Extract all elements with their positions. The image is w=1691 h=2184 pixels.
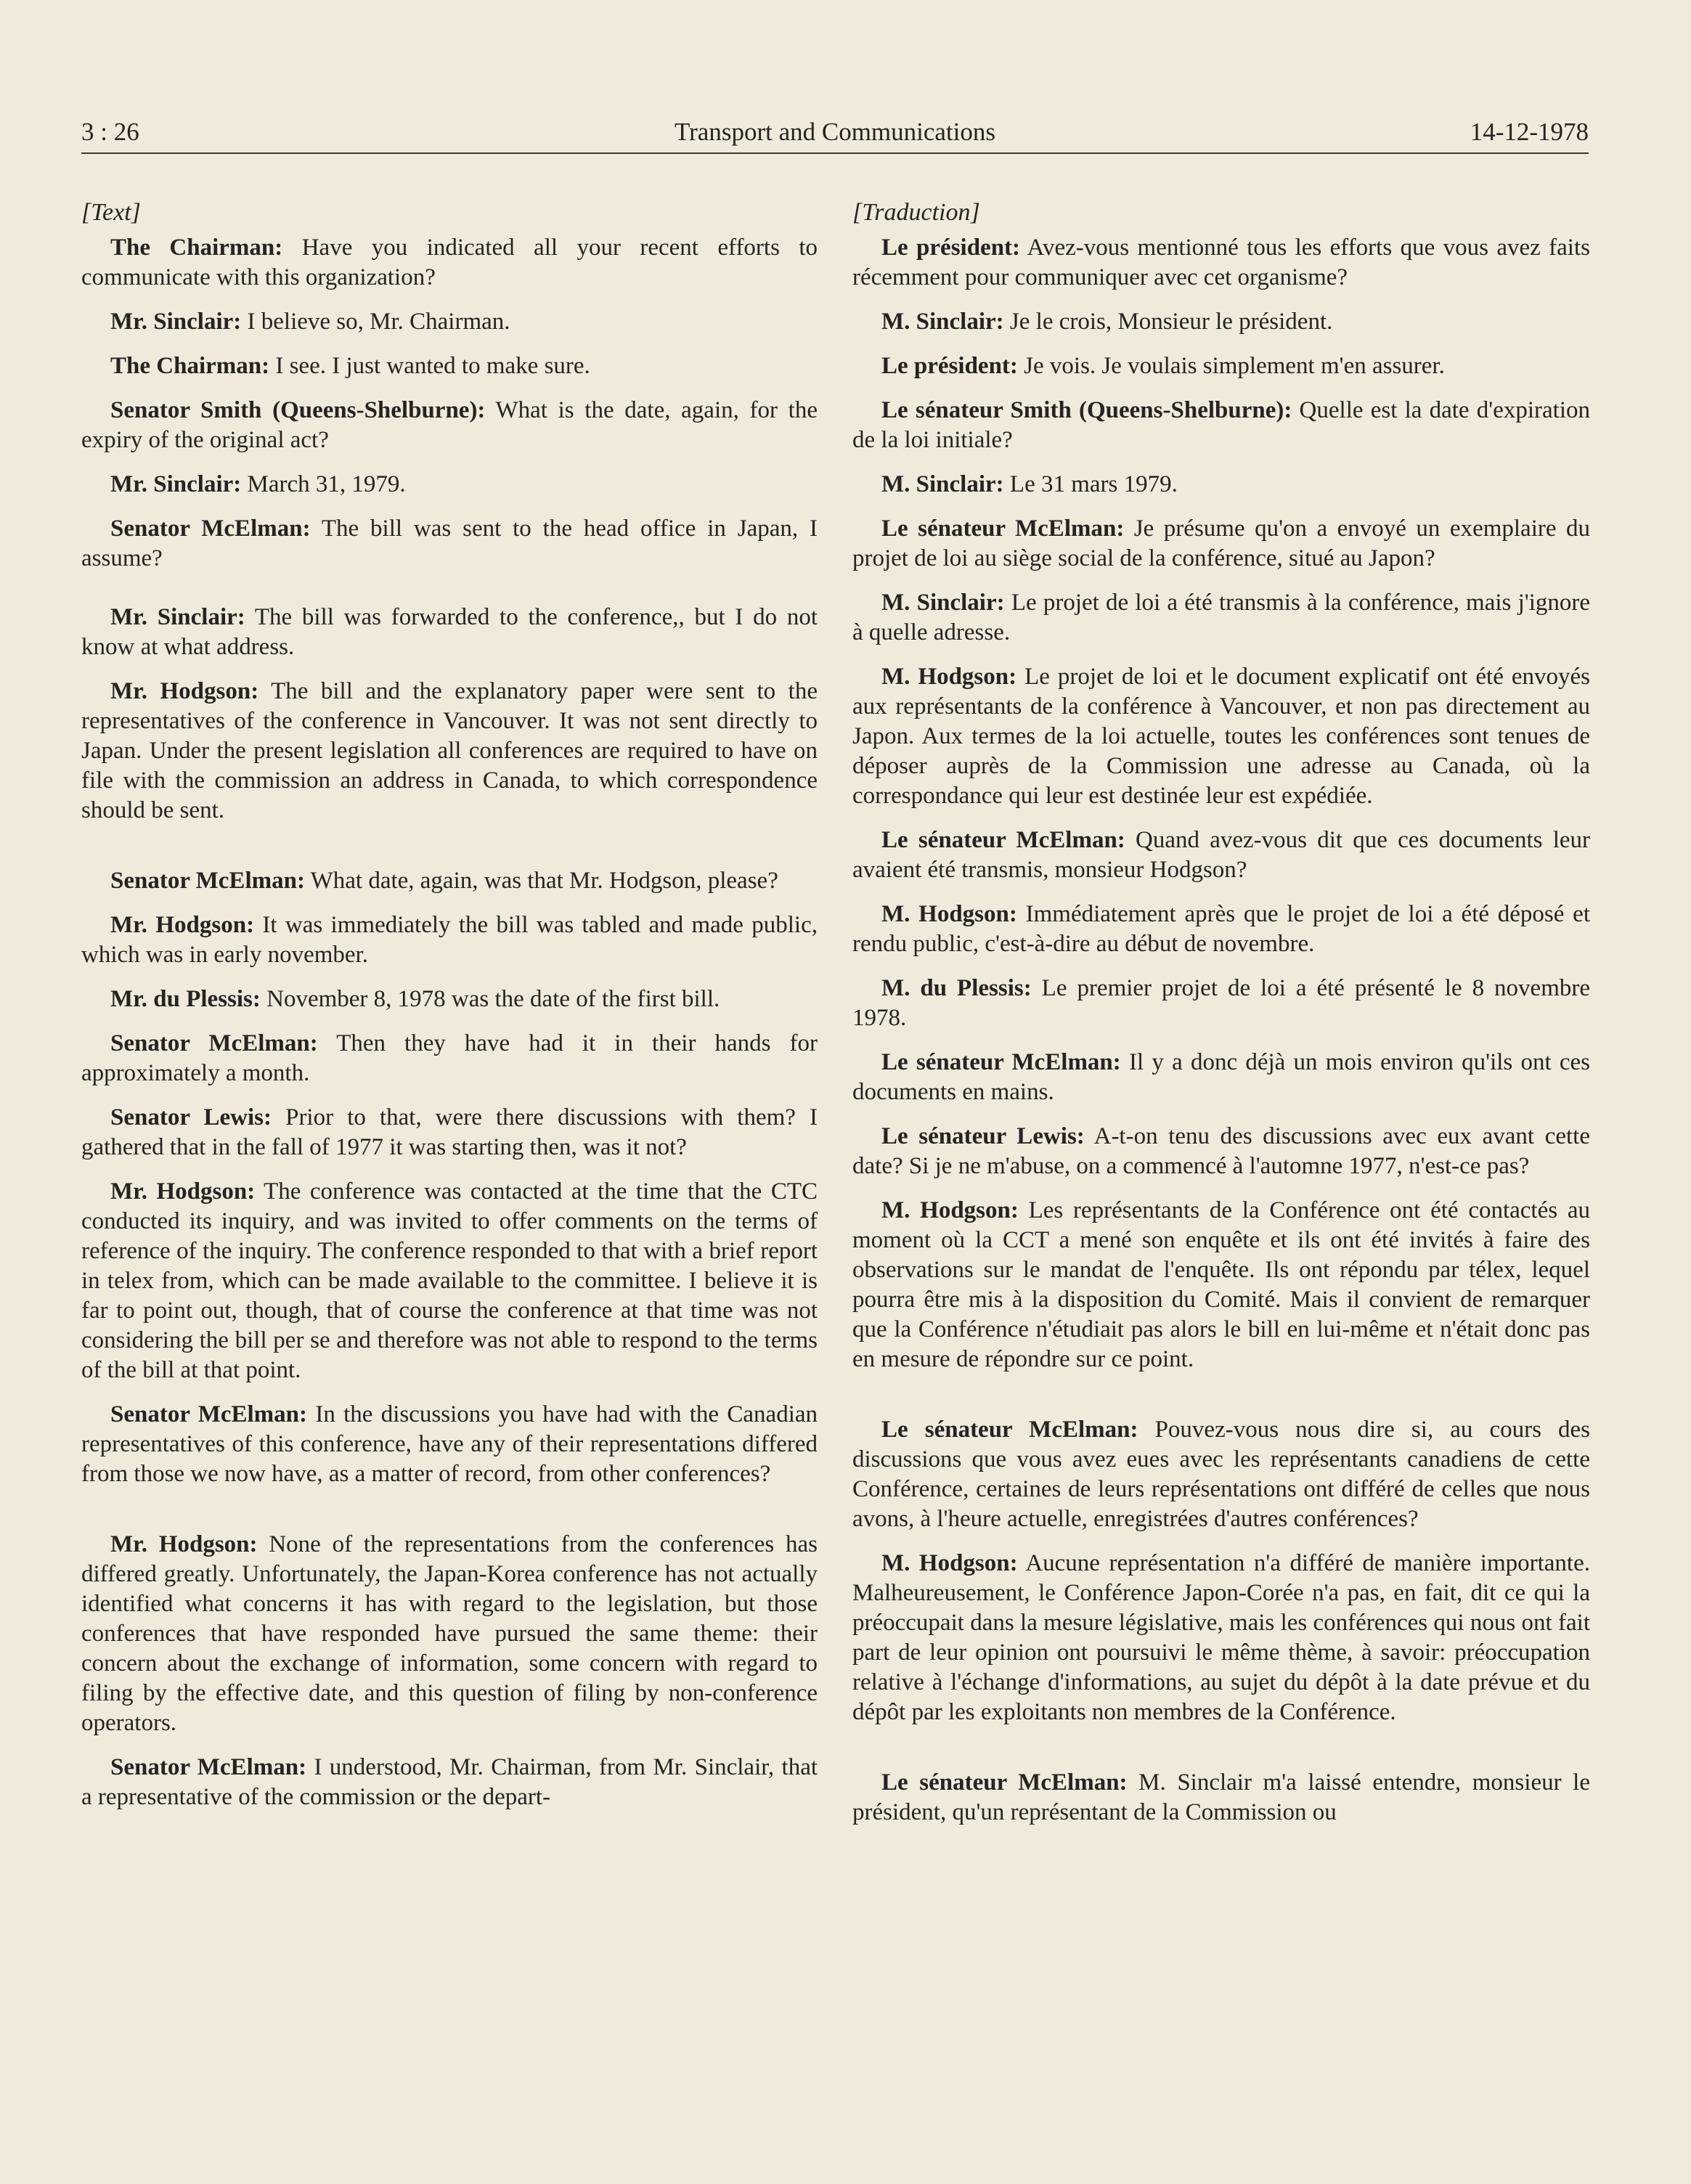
speaker-name: Senator McElman: xyxy=(110,1401,308,1427)
speaker-name: M. du Plessis: xyxy=(881,975,1032,1001)
speech-text: Il y a donc déjà un mois environ qu'ils ont ces documents en mains. xyxy=(852,1049,1590,1105)
speaker-name: Mr. Hodgson: xyxy=(110,912,255,938)
speaker-name: Senator Lewis: xyxy=(110,1104,272,1130)
speaker-name: Senator McElman: xyxy=(110,516,311,542)
speech-text: What date, again, was that Mr. Hodgson, please? xyxy=(310,868,778,894)
french-column xyxy=(852,197,1590,1842)
transcript-paragraph xyxy=(852,307,1590,337)
speech-text: What is the date, again, for the expiry of the original act? xyxy=(81,397,818,453)
speech-text: Les représentants de la Conférence ont été contactés au moment où la CCT a mené son enquête et ils ont été invités à faire des observations sur le mandat de l'enquête. Ils ont répondu par télex, lequel pourra être mis à la disposition du Comité. Mais il convient de remarquer que la Conférence n'étudiait pas alors le bill en lui-même et n'était donc pas en mesure de répondre sur ce point. xyxy=(852,1197,1590,1372)
speech-text: I believe so, Mr. Chairman. xyxy=(247,309,510,335)
transcript-paragraph xyxy=(81,866,818,896)
speech-text: Je présume qu'on a envoyé un exemplaire du projet de loi au siège social de la conférence, situé au Japon? xyxy=(852,516,1590,571)
speaker-name: M. Hodgson: xyxy=(881,901,1017,927)
speaker-name: Mr. Hodgson: xyxy=(110,1531,258,1557)
speech-text: March 31, 1979. xyxy=(247,471,406,497)
transcript-paragraph xyxy=(81,351,818,381)
speaker-name: Mr. Sinclair: xyxy=(110,309,242,335)
speaker-name: Le président: xyxy=(881,235,1021,261)
speech-text: Le premier projet de loi a été présenté le 8 novembre 1978. xyxy=(852,975,1590,1031)
speech-text: A-t-on tenu des discussions avec eux avant cette date? Si je ne m'abuse, on a commencé à l'automne 1977, n'est-ce pas? xyxy=(852,1123,1590,1179)
speaker-name: M. Sinclair: xyxy=(881,309,1004,335)
column-label-translation: [Traduction] xyxy=(852,199,980,226)
speaker-name: Mr. Sinclair: xyxy=(110,471,242,497)
speech-text: Pouvez-vous nous dire si, au cours des discussions que vous avez eues avec les représentants canadiens de cette Conférence, certaines de leurs représentations ont différé de celles que nous avons, à l'heure actuelle, enregistrées d'autres conférences? xyxy=(852,1417,1590,1532)
speaker-name: Mr. Hodgson: xyxy=(110,1178,256,1205)
speaker-name: Senator McElman: xyxy=(110,1030,318,1056)
transcript-paragraph xyxy=(81,470,818,500)
speech-text: November 8, 1978 was the date of the first bill. xyxy=(266,986,720,1012)
transcript-paragraph xyxy=(852,470,1590,500)
running-title: Transport and Communications xyxy=(674,118,996,146)
transcript-paragraph xyxy=(81,677,818,826)
transcript-paragraph xyxy=(852,396,1590,455)
speaker-name: Le sénateur McElman: xyxy=(881,827,1125,853)
speech-text: The conference was contacted at the time that the CTC conducted its inquiry, and was invited to offer comments on the terms of reference of the inquiry. The conference responded to that with a brief report in telex from, which can be made available to the committee. I believe it is far to point out, though, that of course the conference at that time was not considering the bill per se and therefore was not able to respond to the terms of the bill at that point. xyxy=(81,1178,818,1383)
speaker-name: Le sénateur McElman: xyxy=(881,516,1125,542)
transcript-paragraph xyxy=(81,910,818,970)
speech-text: The bill was forwarded to the conference,, but I do not know at what address. xyxy=(81,604,818,660)
page-number: 3 : 26 xyxy=(81,118,139,146)
speech-text: Je vois. Je voulais simplement m'en assurer. xyxy=(1024,353,1445,379)
speaker-name: M. Sinclair: xyxy=(881,471,1004,497)
transcript-paragraph xyxy=(852,1415,1590,1534)
transcript-paragraph xyxy=(852,514,1590,574)
english-column xyxy=(81,197,818,1827)
transcript-paragraph xyxy=(852,662,1590,811)
transcript-paragraph xyxy=(81,1029,818,1088)
transcript-paragraph xyxy=(81,1103,818,1162)
speech-text: Have you indicated all your recent efforts to communicate with this organization? xyxy=(81,235,818,290)
speech-text: Aucune représentation n'a différé de manière importante. Malheureusement, le Conférence Japon-Corée n'a pas, en fait, dit ce qui la préoccupait dans la mesure législative, mais les conférences qui nous ont fait part de leur opinion ont poursuivi le même thème, à savoir: préoccupation relative à l'échange d'informations, au sujet du dépôt à la date prévue et du dépôt par les exploitants non membres de la Conférence. xyxy=(852,1550,1590,1725)
speech-text: The bill and the explanatory paper were sent to the representatives of the conference in Vancouver. It was not sent directly to Japan. Under the present legislation all conferences are required to have on file with the commission an address in Canada, to which correspondence should be sent. xyxy=(81,678,818,823)
speech-text: Quand avez-vous dit que ces documents leur avaient été transmis, monsieur Hodgson? xyxy=(852,827,1591,883)
speaker-name: Senator Smith (Queens-Shelburne): xyxy=(110,397,486,423)
transcript-paragraph xyxy=(81,1400,818,1489)
speaker-name: Le sénateur McElman: xyxy=(881,1049,1121,1075)
transcript-paragraph xyxy=(81,1177,818,1385)
speech-text: None of the representations from the conferences has differed greatly. Unfortunately, the Japan-Korea conference has not actually identified what concerns it has with regard to the legislation, but those conferences that have responded have pursued the same theme: their concern about the exchange of information, some concern with regard to filing by the effective date, and this question of filing by non-conference operators. xyxy=(81,1531,818,1736)
speech-text: The bill was sent to the head office in Japan, I assume? xyxy=(81,516,818,571)
speaker-name: M. Hodgson: xyxy=(881,1197,1019,1223)
speaker-name: Senator McElman: xyxy=(110,1754,307,1780)
transcript-paragraph xyxy=(81,1753,818,1812)
speaker-name: M. Sinclair: xyxy=(881,590,1005,616)
transcript-paragraph xyxy=(852,351,1590,381)
speaker-name: Le sénateur McElman: xyxy=(881,1769,1128,1796)
speech-text: In the discussions you have had with the Canadian representatives of this conference, have any of their representations differed from those we now have, as a matter of record, from other conferences? xyxy=(81,1401,818,1487)
speaker-name: Mr. Sinclair: xyxy=(110,604,245,630)
speaker-name: M. Hodgson: xyxy=(881,664,1017,690)
transcript-paragraph xyxy=(852,233,1590,293)
speaker-name: Mr. du Plessis: xyxy=(110,986,261,1012)
transcript-paragraph xyxy=(852,974,1590,1033)
speaker-name: Le sénateur Smith (Queens-Shelburne): xyxy=(881,397,1292,423)
transcript-paragraph xyxy=(81,307,818,337)
speech-text: Le projet de loi et le document explicatif ont été envoyés aux représentants de la conférence à Vancouver, et non pas directement au Japon. Aux termes de la loi actuelle, toutes les conférences sont tenues de déposer auprès de la Commission une adresse au Canada, où la correspondance qui leur est destinée leur est expédiée. xyxy=(852,664,1590,809)
column-label-text: [Text] xyxy=(81,199,141,226)
page-header xyxy=(81,116,1589,154)
speech-text: M. Sinclair m'a laissé entendre, monsieur le président, qu'un représentant de la Commission ou xyxy=(852,1769,1590,1825)
transcript-paragraph xyxy=(81,985,818,1014)
transcript-paragraph xyxy=(81,514,818,574)
speech-text: Le 31 mars 1979. xyxy=(1009,471,1178,497)
transcript-paragraph xyxy=(852,1122,1590,1181)
speaker-name: The Chairman: xyxy=(110,353,270,379)
speaker-name: Senator McElman: xyxy=(110,868,305,894)
speaker-name: Le sénateur McElman: xyxy=(881,1417,1138,1443)
header-date: 14-12-1978 xyxy=(1470,118,1589,146)
speech-text: Quelle est la date d'expiration de la loi initiale? xyxy=(852,397,1590,453)
transcript-paragraph xyxy=(852,588,1590,648)
speech-text: Prior to that, were there discussions with them? I gathered that in the fall of 1977 it was starting then, was it not? xyxy=(81,1104,818,1160)
transcript-paragraph xyxy=(81,396,818,455)
speaker-name: M. Hodgson: xyxy=(881,1550,1018,1576)
speech-text: Immédiatement après que le projet de loi a été déposé et rendu public, c'est-à-dire au début de novembre. xyxy=(852,901,1590,957)
speaker-name: Mr. Hodgson: xyxy=(110,678,259,704)
transcript-paragraph xyxy=(852,900,1590,959)
transcript-paragraph xyxy=(852,1549,1590,1727)
speech-text: I see. I just wanted to make sure. xyxy=(275,353,590,379)
speaker-name: Le sénateur Lewis: xyxy=(881,1123,1085,1149)
speech-text: Je le crois, Monsieur le président. xyxy=(1009,309,1333,335)
speech-text: I understood, Mr. Chairman, from Mr. Sinclair, that a representative of the commission or the depart- xyxy=(81,1754,818,1810)
speech-text: Le projet de loi a été transmis à la conférence, mais j'ignore à quelle adresse. xyxy=(852,590,1590,645)
transcript-paragraph xyxy=(81,1530,818,1738)
speech-text: Then they have had it in their hands for approximately a month. xyxy=(81,1030,818,1086)
speaker-name: The Chairman: xyxy=(110,235,283,261)
transcript-paragraph xyxy=(852,1048,1590,1107)
transcript-paragraph xyxy=(852,826,1590,885)
transcript-paragraph xyxy=(81,603,818,662)
speech-text: Avez-vous mentionné tous les efforts que vous avez faits récemment pour communiquer avec cet organisme? xyxy=(852,235,1590,290)
transcript-paragraph xyxy=(81,233,818,293)
speech-text: It was immediately the bill was tabled and made public, which was in early november. xyxy=(81,912,818,968)
speaker-name: Le président: xyxy=(881,353,1018,379)
transcript-paragraph xyxy=(852,1196,1590,1374)
transcript-paragraph xyxy=(852,1768,1590,1828)
